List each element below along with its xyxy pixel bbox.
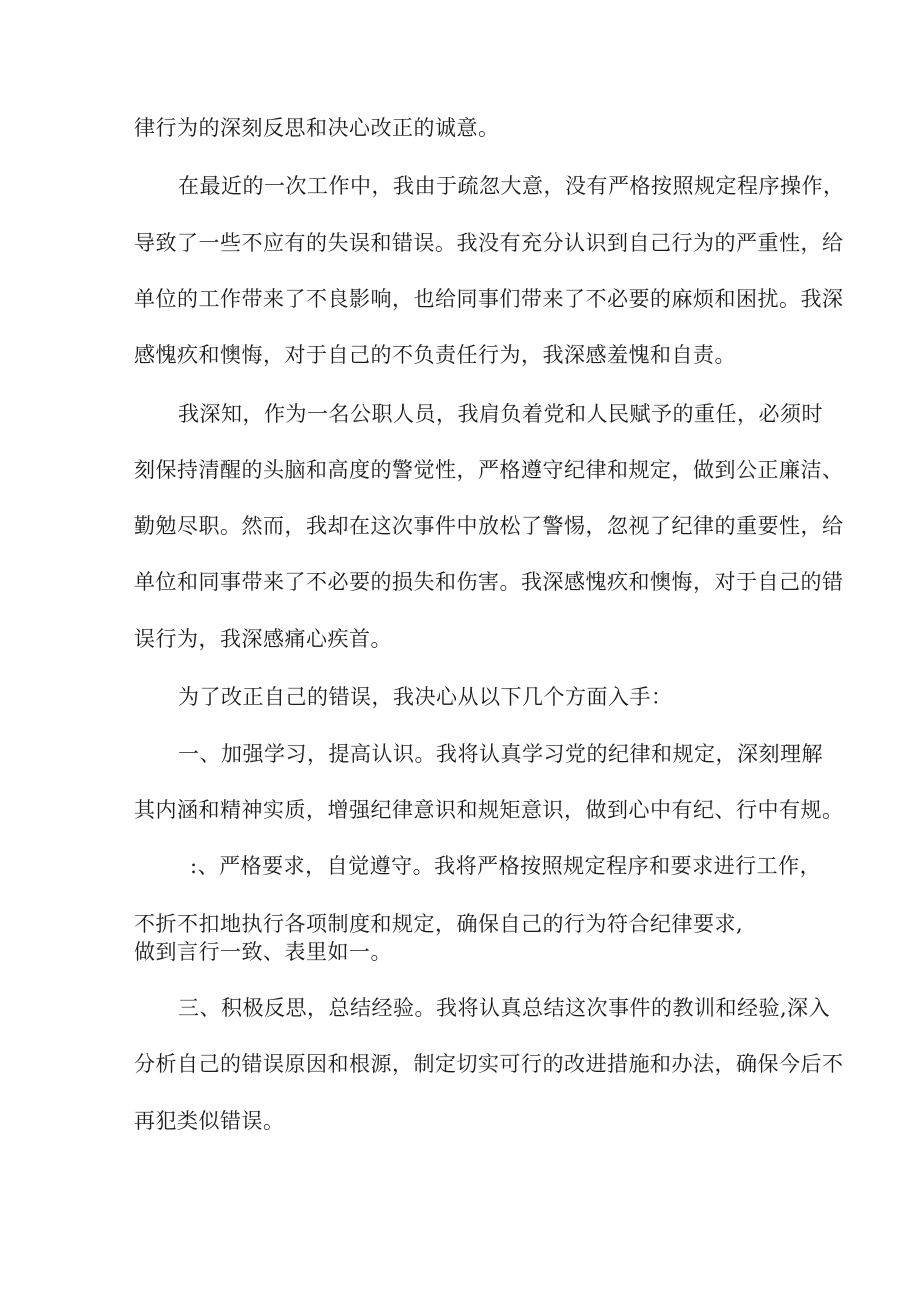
- text-line: 再犯类似错误。: [134, 1109, 285, 1133]
- text-line: :、严格要求，自觉遵守。我将严格按照规定程序和要求进行工作，: [190, 854, 822, 878]
- text-line: 单位的工作带来了不良影响，也给同事们带来了不必要的麻烦和困扰。我深: [134, 287, 844, 311]
- text-line: 律行为的深刻反思和决心改正的诚意。: [134, 116, 500, 140]
- text-line: 误行为，我深感痛心疾首。: [134, 627, 392, 651]
- text-line: 感愧疚和懊悔，对于自己的不负责任行为，我深感羞愧和自责。: [134, 343, 736, 367]
- text-line: 单位和同事带来了不必要的损失和伤害。我深感愧疚和懊悔，对于自己的错: [134, 570, 844, 594]
- text-line: 不折不扣地执行各项制度和规定，确保自己的行为符合纪律要求,: [134, 912, 744, 936]
- text-line: 为了改正自己的错误，我决心从以下几个方面入手：: [178, 685, 673, 709]
- text-line: 在最近的一次工作中，我由于疏忽大意，没有严格按照规定程序操作，: [178, 174, 845, 198]
- text-line: 三、积极反思，总结经验。我将认真总结这次事件的教训和经验,深入: [178, 996, 831, 1020]
- text-line: 勤勉尽职。然而，我却在这次事件中放松了警惕，忽视了纪律的重要性，给: [134, 514, 844, 538]
- text-line: 分析自己的错误原因和根源，制定切实可行的改进措施和办法，确保今后不: [134, 1052, 844, 1076]
- text-line: 一、加强学习，提高认识。我将认真学习党的纪律和规定，深刻理解: [178, 742, 823, 766]
- text-line: 我深知，作为一名公职人员，我肩负着党和人民赋予的重任，必须时: [178, 402, 823, 426]
- text-line: 做到言行一致、表里如一。: [134, 940, 392, 964]
- text-line: 导致了一些不应有的失误和错误。我没有充分认识到自己行为的严重性，给: [134, 231, 844, 255]
- text-line: 其内涵和精神实质，增强纪律意识和规矩意识，做到心中有纪、行中有规。: [134, 798, 844, 822]
- text-line: 刻保持清醒的头脑和高度的警觉性，严格遵守纪律和规定，做到公正廉洁、: [134, 458, 844, 482]
